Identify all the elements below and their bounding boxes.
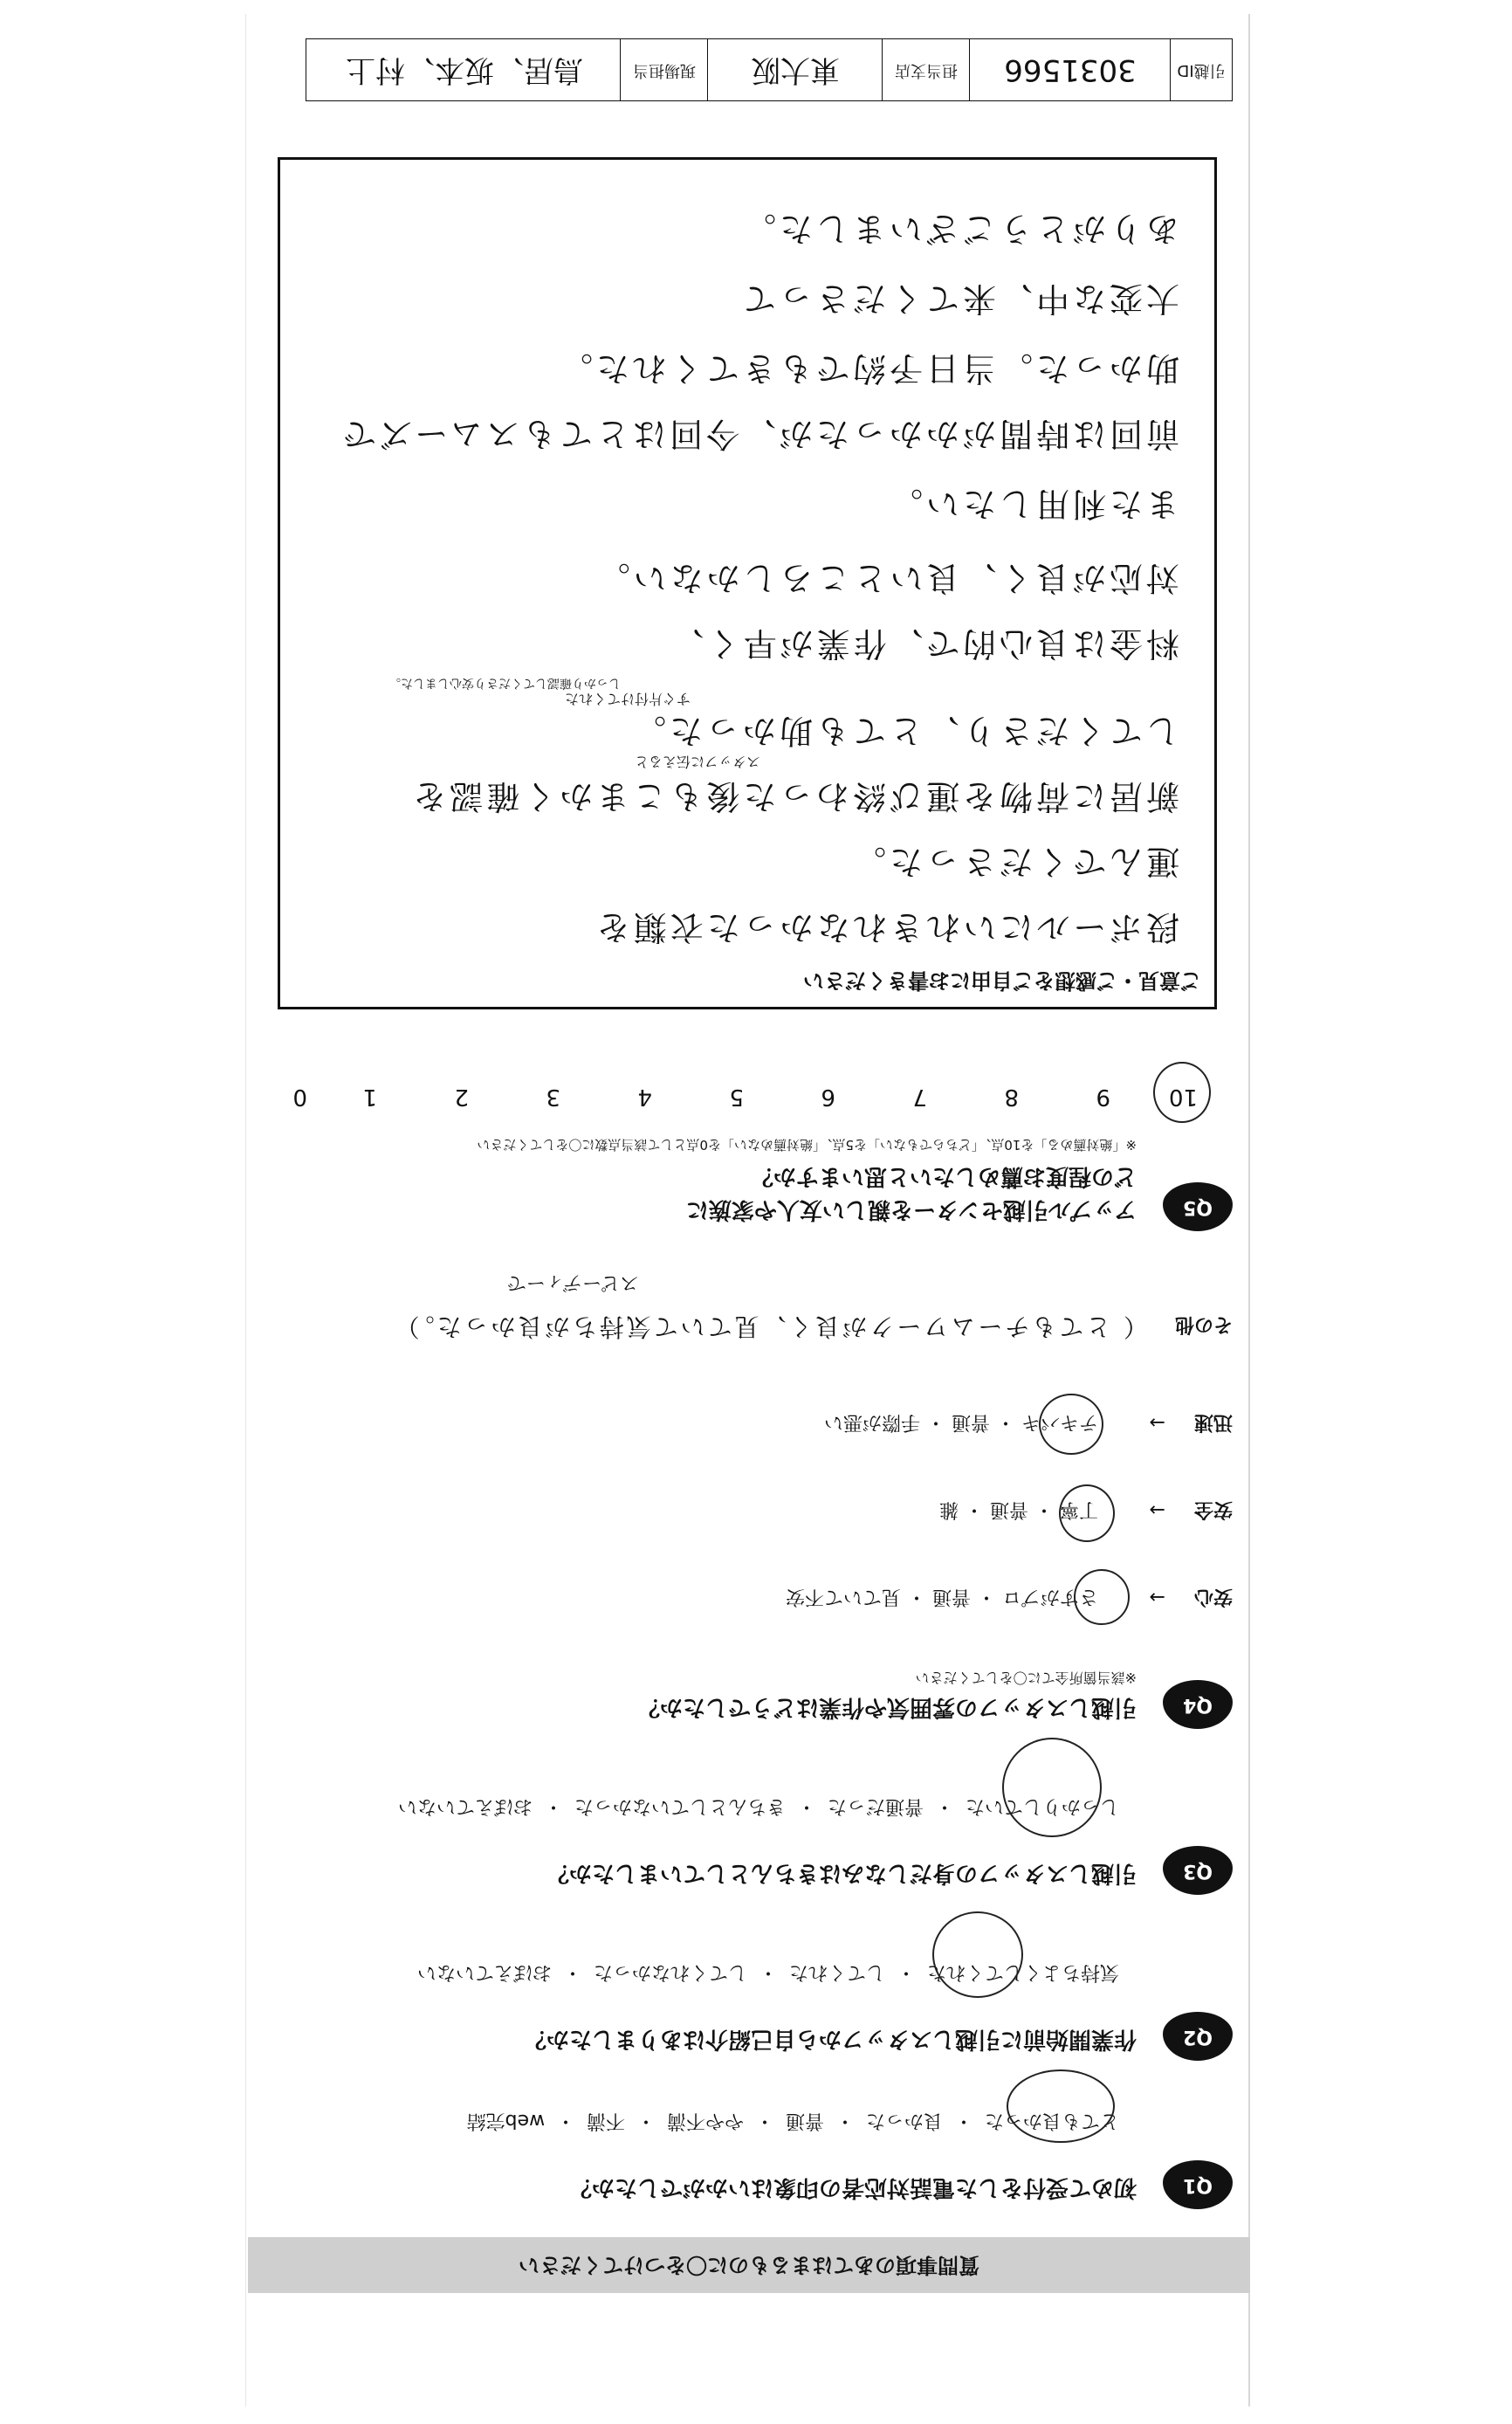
q4-text: 引越しスタッフの雰囲気や作業はどうでしたか？ <box>636 1694 1137 1720</box>
comment-margin-note-2: すぐ片付けてくれた <box>564 691 691 707</box>
q4-other-text: （ とてもチームワークが良く、見ていて気持ちが良かった。） <box>392 1312 1148 1341</box>
q4-row-options: テキパキ ・ 普通 ・ 手際が悪い <box>824 1411 1098 1433</box>
q5-line2: どの程度お薦めしたいと思いますか？ <box>750 1163 1137 1189</box>
q4-other-label: その他 <box>1174 1313 1233 1335</box>
scale-6: 6 <box>821 1084 835 1110</box>
q5-scale <box>290 1066 1215 1119</box>
q2-text: 作業開始前に引越しスタッフから自己紹介はありましたか？ <box>523 2026 1137 2052</box>
q3-text: 引越しスタッフの身だしなみはきちんとしていましたか？ <box>546 1860 1137 1886</box>
scale-2: 2 <box>454 1084 469 1110</box>
comment-line-7: また利用したい。 <box>885 485 1179 523</box>
instruction-banner: 質問事項のあてはまるものに〇をつけてください <box>248 2237 1250 2293</box>
scale-1: 1 <box>362 1084 377 1110</box>
scale-4: 4 <box>637 1084 652 1110</box>
comment-line-4: してくださり、とても助かった。 <box>629 712 1179 750</box>
scale-0: 0 <box>292 1084 307 1110</box>
footer-id-value: 3031566 <box>969 39 1171 100</box>
scale-8: 8 <box>1004 1084 1019 1110</box>
scale-9: 9 <box>1096 1084 1110 1110</box>
footer-table <box>306 38 1233 101</box>
comment-line-6: 対応が良く、良いところしかない。 <box>593 559 1179 597</box>
footer-branch-value: 東大阪 <box>707 39 883 100</box>
q4-anshin-circle <box>1074 1569 1130 1625</box>
comment-line-11: ありがとうございました。 <box>739 210 1179 248</box>
q4-row-label: 安心 <box>1193 1586 1233 1608</box>
q3-answer-circle <box>1002 1738 1102 1837</box>
comment-line-3: 新居に荷物を運び終わった後もこまかく確認を <box>409 777 1179 816</box>
comment-margin-note-3: しっかり確認してくださり安心しました。 <box>388 676 621 690</box>
footer-branch-label: 担当支店 <box>882 39 970 100</box>
q4-other-insert: スピーディーで <box>506 1271 639 1293</box>
q4-row-options: さすがプロ ・ 普通 ・ 見ていて不安 <box>786 1586 1098 1608</box>
q5-line1: アップル引越センターを親しい友人や家族に <box>685 1196 1137 1222</box>
scale-3: 3 <box>546 1084 560 1110</box>
footer-staff-label: 現場担当 <box>620 39 708 100</box>
question-4 <box>272 1638 1233 1725</box>
q4-row-jinsoku <box>824 1410 1233 1437</box>
scale-5: 5 <box>729 1084 744 1110</box>
comment-line-5: 料金は良心的で、作業が早く、 <box>667 624 1179 663</box>
q2-options: 気持ちよくしてくれた ・ してくれた ・ してくれなかった ・ おぼえていない <box>417 1961 1119 1983</box>
q4-row-other <box>392 1311 1233 1346</box>
q5-answer-circle <box>1153 1062 1211 1123</box>
q4-anzen-circle <box>1059 1484 1115 1542</box>
q4-jinsoku-circle <box>1039 1394 1103 1455</box>
comment-line-2: 運んでくださった。 <box>849 843 1179 881</box>
arrow-icon: → <box>1149 1498 1165 1520</box>
arrow-icon: → <box>1149 1411 1165 1433</box>
q4-badge: Q4 <box>1163 1680 1233 1729</box>
q2-answer-circle <box>932 1911 1023 1998</box>
q4-row-label: 迅速 <box>1193 1411 1233 1433</box>
q1-options: とても良かった ・ 良かった ・ 普通 ・ やや不満 ・ 不満 ・ web完結 <box>466 2110 1119 2131</box>
scale-7: 7 <box>912 1084 927 1110</box>
scale-10: 10 <box>1168 1084 1198 1110</box>
q4-row-options: 丁寧 ・ 普通 ・ 雑 <box>939 1498 1098 1520</box>
comment-line-8: 前回は時間がかかったが、今回はとてもスムーズで <box>339 415 1179 453</box>
q5-badge: Q5 <box>1163 1182 1233 1231</box>
footer-id-label: 引越ID <box>1170 39 1232 100</box>
comment-box <box>278 157 1217 1009</box>
question-5 <box>272 1132 1233 1228</box>
q5-note: ※「絶対薦める」を10点、「どちらでもない」を5点、「絶対薦めない」を0点として該当点数に〇をしてください <box>477 1137 1137 1153</box>
q2-badge: Q2 <box>1163 2012 1233 2061</box>
q4-row-label: 安全 <box>1193 1498 1233 1520</box>
comment-line-10: 大変な中、来てくださって <box>739 279 1179 318</box>
comment-title: ご意見・ご感想をご自由にお書きください <box>803 968 1201 993</box>
q4-note: ※該当箇所全てに〇をしてください <box>915 1670 1137 1686</box>
comment-margin-note-1: スタッフに伝えると <box>634 754 760 770</box>
q3-options: しっかりしていた ・ 普通だった ・ きちんとしていなかった ・ おぼえていない <box>398 1795 1119 1817</box>
footer-staff-value: 鳥居、坂本、村上 <box>346 52 583 87</box>
q3-badge: Q3 <box>1163 1846 1233 1895</box>
q1-text: 初めて受付をした電話対応者の印象はいかがでしたか？ <box>568 2174 1137 2200</box>
q1-answer-circle <box>1007 2069 1115 2143</box>
comment-line-1: 段ボールにいれきれなかった衣類を <box>593 908 1179 947</box>
q1-badge: Q1 <box>1163 2160 1233 2209</box>
q4-row-anshin <box>786 1585 1233 1612</box>
arrow-icon: → <box>1149 1586 1165 1608</box>
comment-line-9: 助かった。当日予約でもきてくれた。 <box>555 349 1179 388</box>
question-2 <box>272 1961 1233 2057</box>
